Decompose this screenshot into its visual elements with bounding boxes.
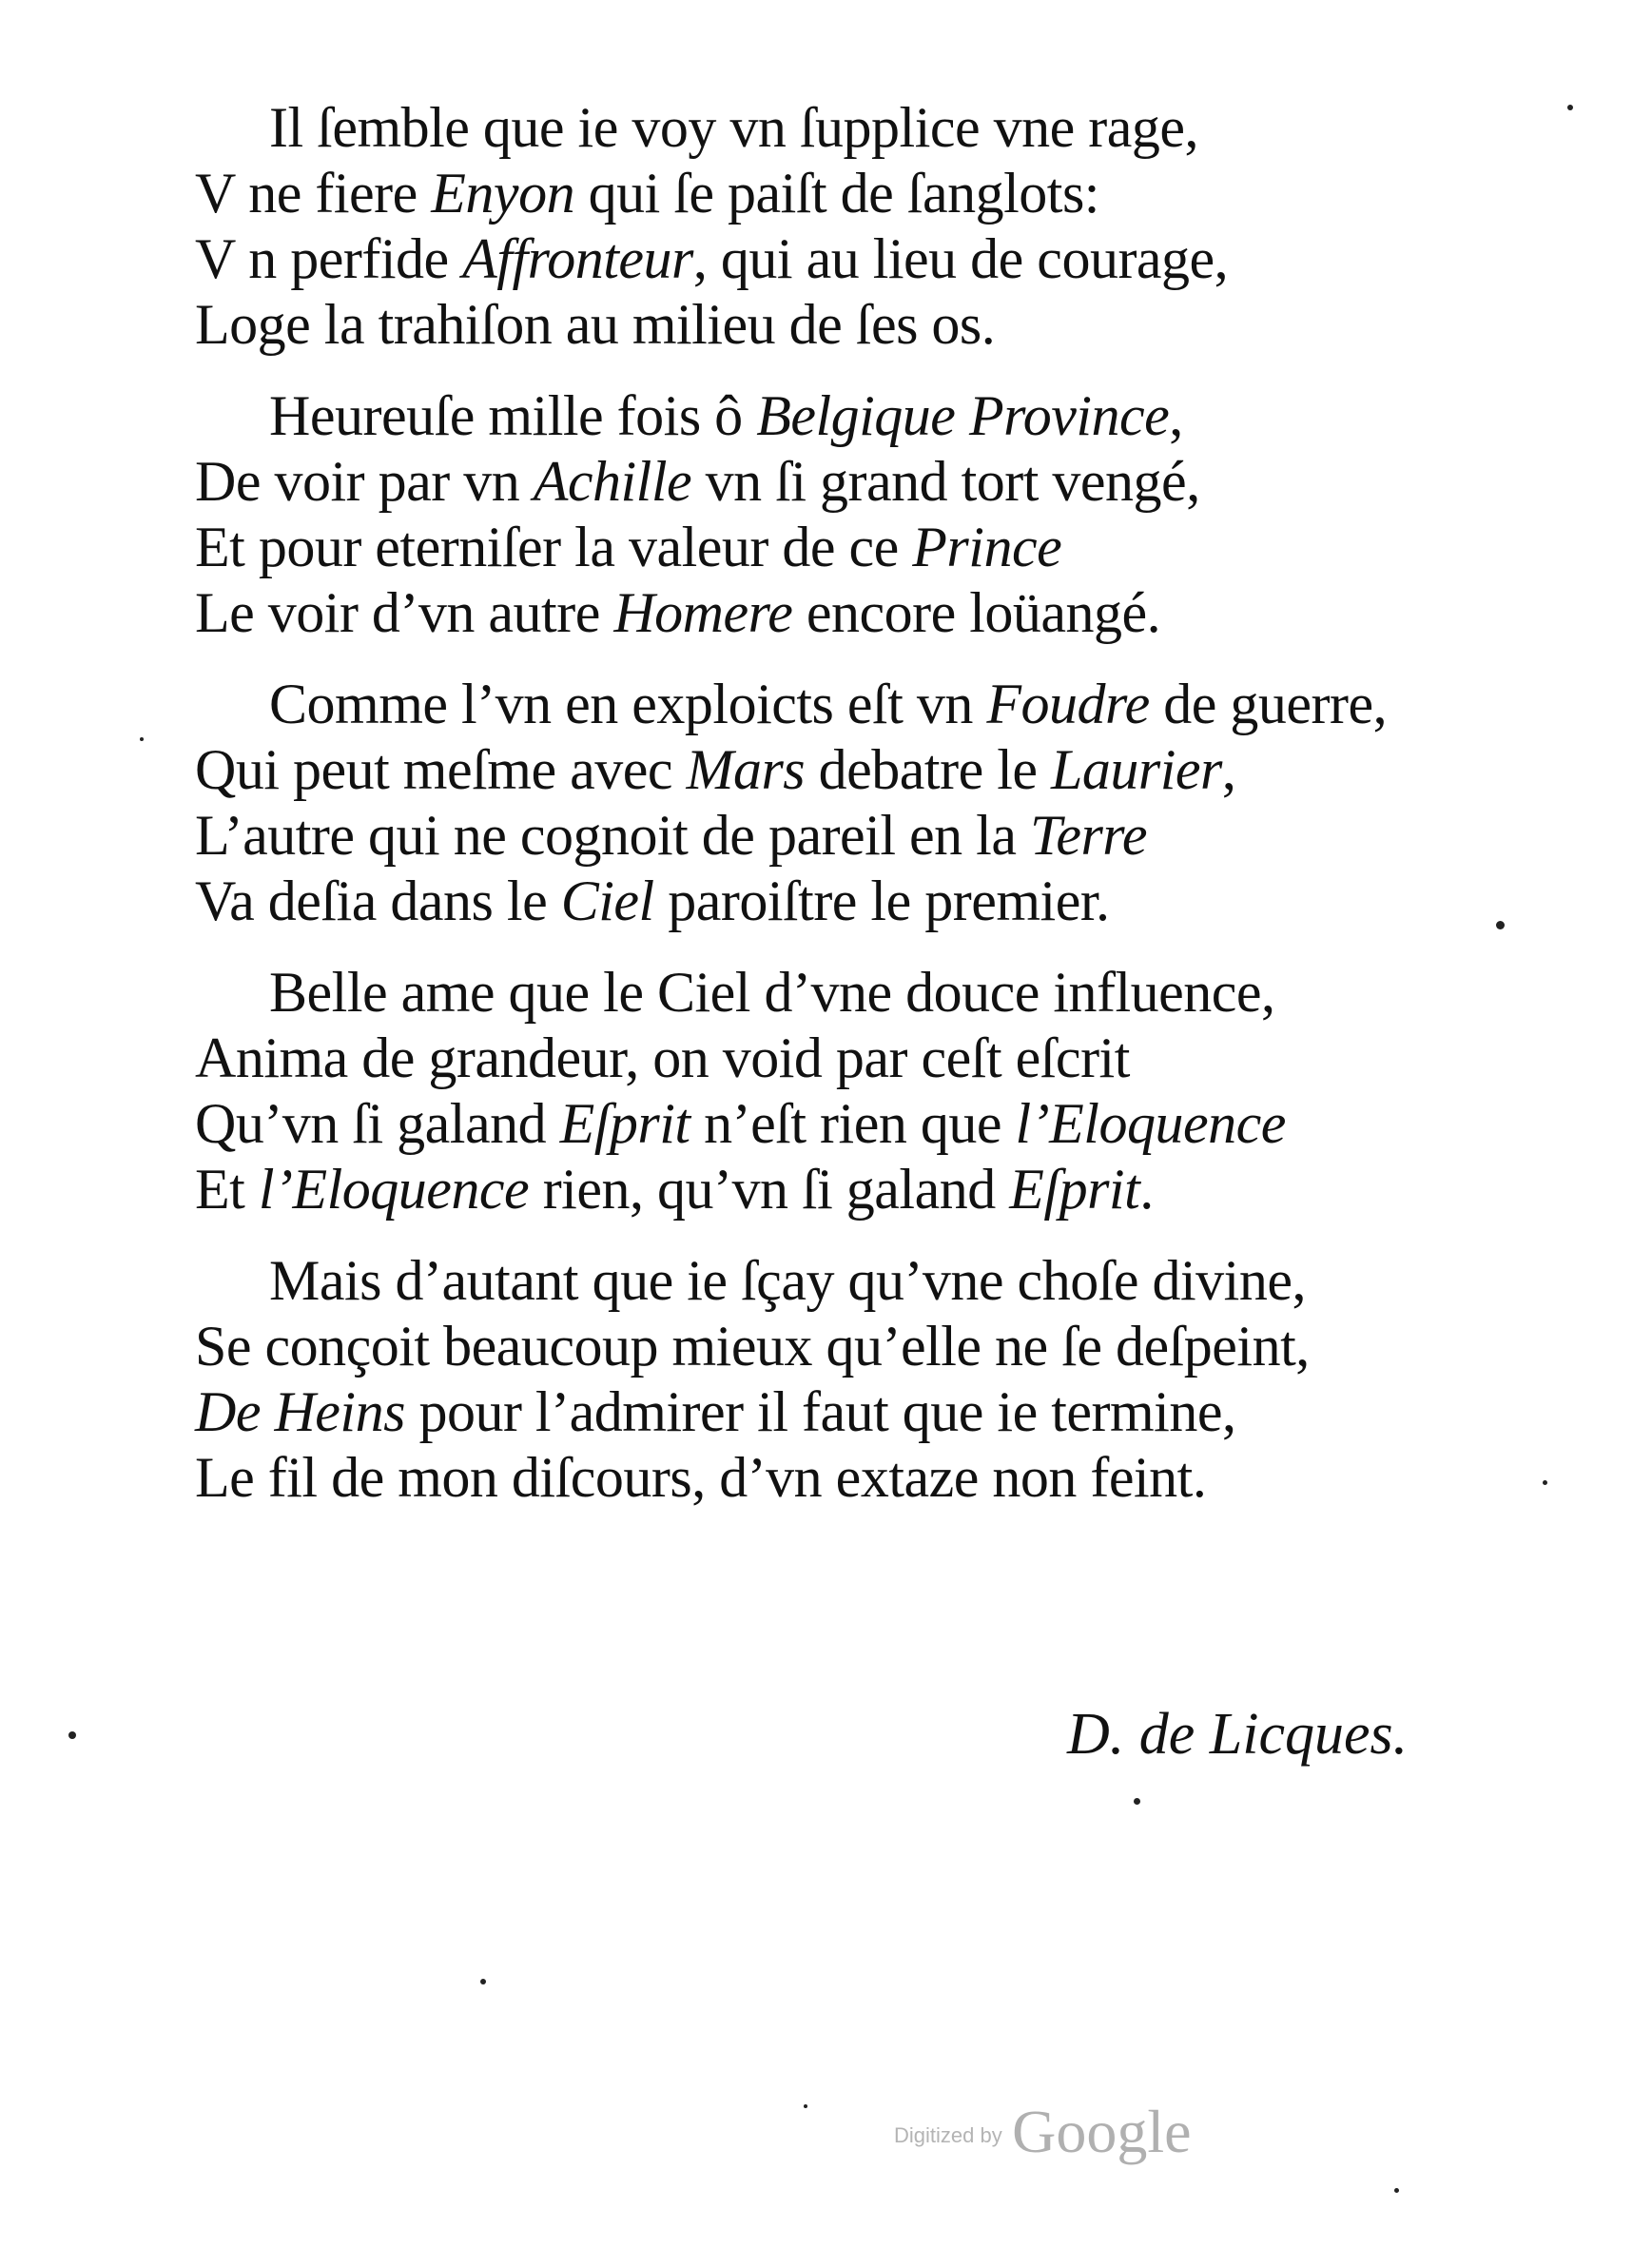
poem-line [195, 1445, 1460, 1511]
scan-speck [1496, 921, 1505, 929]
roman-text: , [1221, 738, 1236, 801]
poem-line [195, 737, 1460, 803]
italic-text: Homere [613, 581, 793, 644]
scan-speck [140, 737, 144, 741]
italic-text: Ciel [560, 870, 654, 932]
italic-text: De Heins [195, 1380, 405, 1443]
roman-text: Comme l’vn en exploicts eſt vn [269, 673, 987, 735]
stanza [195, 672, 1460, 934]
roman-text: Le voir d’vn autre [195, 581, 614, 644]
scan-speck [1134, 1798, 1140, 1805]
italic-text: Eſprit [559, 1092, 690, 1155]
roman-text: n’eſt rien que [690, 1092, 1016, 1155]
roman-text: Belle ame que le Ciel d’vne douce influence, [269, 961, 1275, 1024]
roman-text: Anima de grandeur, on void par ceſt eſcrit [195, 1026, 1130, 1089]
italic-text: Prince [912, 516, 1062, 578]
italic-text: Terre [1029, 804, 1148, 867]
scan-speck [480, 1979, 486, 1984]
roman-text: vn ſi grand tort vengé, [691, 450, 1200, 513]
scan-speck [1394, 2188, 1399, 2193]
roman-text: V n perfide [195, 227, 463, 290]
roman-text: paroiſtre le premier. [653, 870, 1110, 932]
italic-text: Enyon [431, 162, 575, 225]
poem-line [195, 1091, 1460, 1157]
roman-text: de guerre, [1149, 673, 1388, 735]
poem-line [195, 1314, 1460, 1379]
italic-text: Eſprit [1009, 1158, 1140, 1221]
roman-text: Et [195, 1158, 259, 1221]
roman-text: Il ſemble que ie voy vn ſupplice vne rage, [269, 96, 1198, 159]
roman-text: Mais d’autant que ie ſçay qu’vne choſe divine, [269, 1249, 1306, 1312]
poem-line [195, 672, 1460, 737]
italic-text: Foudre [986, 673, 1150, 735]
italic-text: Mars [686, 738, 806, 801]
scan-speck [68, 1731, 76, 1739]
poem-line [195, 515, 1460, 580]
roman-text: encore loüangé. [792, 581, 1161, 644]
poem [195, 95, 1460, 1536]
roman-text: , [1169, 384, 1183, 447]
stanza [195, 383, 1460, 646]
poem-line [195, 161, 1460, 226]
italic-text: l’Eloquence [1015, 1092, 1286, 1155]
roman-text: Le fil de mon diſcours, d’vn extaze non feint. [195, 1446, 1207, 1509]
roman-text: Qu’vn ſi galand [195, 1092, 560, 1155]
poem-line [195, 1157, 1460, 1222]
roman-text: qui ſe paiſt de ſanglots: [574, 162, 1099, 225]
roman-text: V ne fiere [195, 162, 432, 225]
roman-text: L’autre qui ne cognoit de pareil en la [195, 804, 1030, 867]
italic-text: Achille [533, 450, 692, 513]
scan-speck [1543, 1480, 1547, 1485]
roman-text: Et pour eterniſer la valeur de ce [195, 516, 913, 578]
roman-text: Se conçoit beaucoup mieux qu’elle ne ſe deſpeint, [195, 1315, 1310, 1378]
signature: D. de Licques. [1067, 1702, 1409, 1767]
poem-line [195, 383, 1460, 449]
poem-line [195, 1026, 1460, 1091]
poem-line [195, 803, 1460, 869]
italic-text: Belgique Province [756, 384, 1170, 447]
digitized-watermark [894, 2097, 1192, 2167]
roman-text: pour l’admirer il faut que ie termine, [404, 1380, 1236, 1443]
poem-line [195, 292, 1460, 358]
digitized-by-label: Digitized by [894, 2123, 1002, 2147]
poem-line [195, 449, 1460, 515]
roman-text: . [1139, 1158, 1154, 1221]
italic-text: l’Eloquence [258, 1158, 530, 1221]
stanza [195, 95, 1460, 358]
scan-speck [804, 2104, 807, 2108]
roman-text: , qui au lieu de courage, [692, 227, 1229, 290]
roman-text: Va deſia dans le [195, 870, 561, 932]
italic-text: Laurier [1051, 738, 1222, 801]
poem-line [195, 960, 1460, 1026]
roman-text: Qui peut meſme avec [195, 738, 687, 801]
poem-line [195, 1379, 1460, 1445]
roman-text: rien, qu’vn ſi galand [529, 1158, 1010, 1221]
poem-line [195, 869, 1460, 934]
stanza [195, 1248, 1460, 1511]
roman-text: De voir par vn [195, 450, 534, 513]
roman-text: Loge la trahiſon au milieu de ſes os. [195, 293, 996, 356]
poem-line [195, 580, 1460, 646]
scan-speck [1567, 105, 1573, 110]
google-logo: Google [1012, 2098, 1192, 2165]
italic-text: Affronteur [462, 227, 693, 290]
roman-text: Heureuſe mille fois ô [269, 384, 757, 447]
poem-line [195, 95, 1460, 161]
poem-line [195, 1248, 1460, 1314]
poem-line [195, 226, 1460, 292]
roman-text: debatre le [805, 738, 1051, 801]
stanza [195, 960, 1460, 1222]
